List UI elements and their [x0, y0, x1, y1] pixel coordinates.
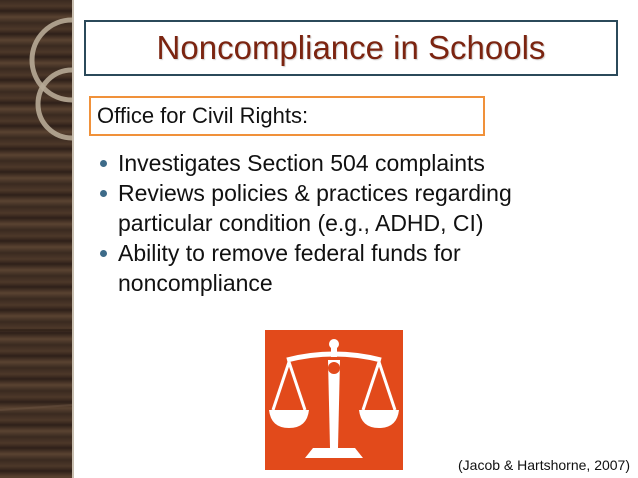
bullet-line: particular condition (e.g., ADHD, CI) [118, 210, 484, 236]
bullet-line: Investigates Section 504 complaints [118, 150, 485, 176]
bullet-dot-icon [100, 250, 107, 257]
title-box [84, 20, 618, 76]
bullet-line: Ability to remove federal funds for [118, 240, 461, 266]
bullet-line: Reviews policies & practices regarding [118, 180, 512, 206]
sidebar-divider [72, 0, 74, 478]
bullet-item [100, 148, 630, 178]
bullet-dot-icon [100, 160, 107, 167]
bullet-item [100, 238, 630, 298]
bullet-line: noncompliance [118, 270, 273, 296]
subheading-box [89, 96, 485, 136]
scales-of-justice-icon [265, 330, 403, 470]
bullet-list [100, 148, 630, 298]
slide-title: Noncompliance in Schools [156, 29, 546, 66]
citation: (Jacob & Hartshorne, 2007) [458, 457, 630, 473]
bullet-dot-icon [100, 190, 107, 197]
subheading: Office for Civil Rights: [97, 103, 309, 128]
bullet-item [100, 178, 630, 238]
wood-rings-decoration-icon [0, 0, 72, 478]
